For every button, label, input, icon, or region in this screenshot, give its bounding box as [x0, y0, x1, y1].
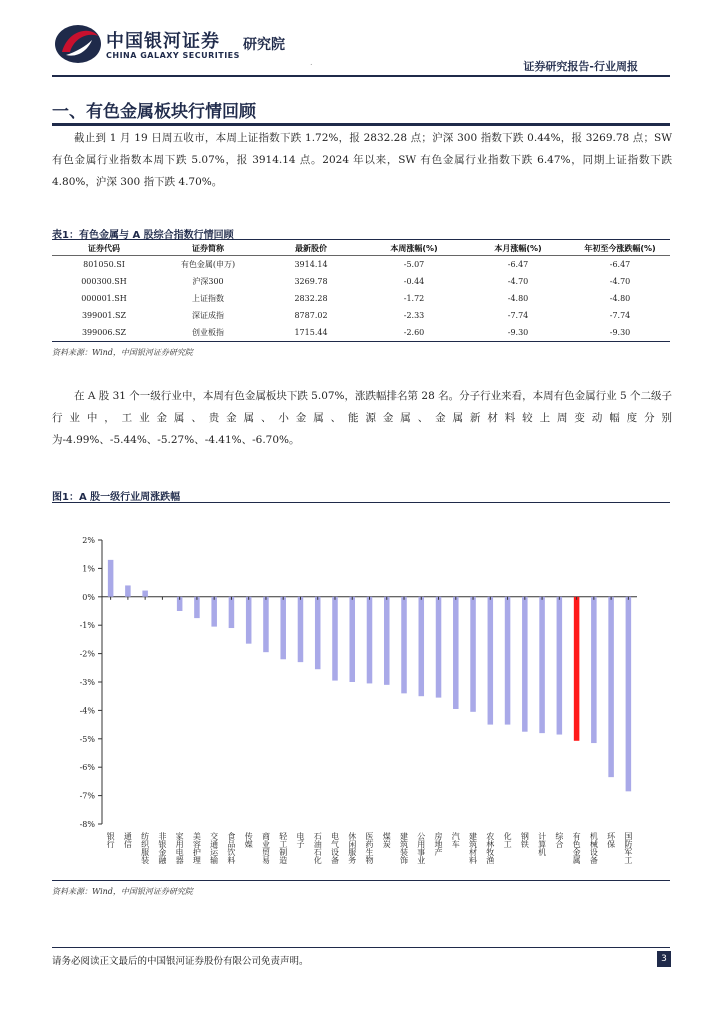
bar-食品饮料 — [229, 597, 235, 628]
logo-chinese-name: 中国银河证券 — [106, 31, 220, 52]
table-cell: -7.74 — [507, 311, 529, 320]
table-title: 表1：有色金属与 A 股综合指数行情回顾 — [52, 230, 234, 241]
report-type-label: 证券研究报告-行业周报 — [523, 60, 638, 73]
footer-divider — [52, 947, 670, 948]
x-tick-label: 电子 — [295, 832, 305, 848]
table-cell: -6.47 — [609, 260, 631, 269]
bar-电子 — [298, 597, 304, 662]
y-tick-label: -1% — [79, 621, 95, 631]
bar-建筑材料 — [470, 597, 476, 712]
y-tick-label: -4% — [79, 706, 95, 716]
bar-房地产 — [436, 597, 442, 698]
table-cell: 创业板指 — [156, 324, 260, 342]
figure-bottom-rule — [52, 880, 670, 881]
x-tick-label: 银行 — [106, 832, 116, 848]
table-cell: 3269.78 — [294, 277, 328, 286]
x-tick-label: 综合 — [554, 832, 564, 848]
table-header-cell: 本周涨幅(%) — [362, 241, 466, 256]
table-cell: 上证指数 — [192, 294, 224, 303]
market-review-paragraph: 截止到 1 月 19 日周五收市，本周上证指数下跌 1.72%，报 2832.28 点；沪深 300 指数下跌 0.44%，报 3269.78 点；SW 有色金属行业指数本周下跌 5.07%，报 3914.14 点。2024 年以来，SW 有色金属行业指数下跌 6.47%，同期上证指数下跌 4.80%，沪深 300 指下跌 4.70%。 — [52, 132, 672, 188]
galaxy-logo-icon — [52, 22, 102, 66]
x-tick-label: 医药生物 — [365, 832, 374, 864]
table-cell: -4.70 — [507, 277, 529, 286]
y-tick-label: -3% — [79, 678, 95, 687]
table-cell: 3914.14 — [294, 260, 328, 269]
x-tick-label: 商业贸易 — [261, 832, 271, 864]
x-tick-label: 环保 — [606, 832, 616, 848]
x-tick-label: 家用电器 — [175, 832, 185, 864]
y-tick-label: 1% — [82, 564, 95, 574]
table-cell: -4.80 — [609, 294, 631, 303]
x-tick-label: 轻工制造 — [278, 832, 288, 864]
table-cell: 2832.28 — [294, 294, 328, 303]
bar-休闲服务 — [349, 597, 355, 682]
y-tick-label: -6% — [79, 763, 95, 773]
x-tick-label: 食品饮料 — [226, 832, 236, 864]
x-tick-label: 电气设备 — [330, 832, 340, 864]
decorative-dot: . — [310, 58, 313, 67]
table-cell: -6.47 — [507, 260, 529, 269]
bar-石油石化 — [315, 597, 321, 669]
table-cell: -9.30 — [466, 324, 570, 342]
x-tick-label: 美容护理 — [192, 832, 202, 864]
x-tick-label: 化工 — [503, 832, 513, 848]
bar-机械设备 — [591, 597, 597, 743]
table-header-row — [52, 241, 670, 256]
table-header-cell: 本月涨幅(%) — [466, 241, 570, 256]
bar-农林牧渔 — [488, 597, 494, 725]
logo-english-name: CHINA GALAXY SECURITIES — [106, 51, 240, 60]
footer-disclaimer: 请务必阅读正文最后的中国银河证券股份有限公司免责声明。 — [52, 956, 309, 967]
bar-美容护理 — [194, 597, 200, 618]
header-divider — [52, 75, 670, 77]
bar-纺织服装 — [142, 591, 148, 597]
table-cell: -7.74 — [609, 311, 631, 320]
table-row — [52, 273, 670, 290]
table-row — [52, 290, 670, 307]
x-tick-label: 非银金融 — [157, 832, 167, 864]
bar-综合 — [557, 597, 563, 735]
table-cell: 000001.SH — [81, 294, 127, 303]
table-row — [52, 256, 670, 274]
x-tick-label: 国防军工 — [623, 832, 633, 864]
x-tick-label: 建筑装饰 — [399, 832, 409, 864]
table-row — [52, 324, 670, 342]
figure-source-note: 资料来源：Wind，中国银河证券研究院 — [52, 887, 193, 896]
y-tick-label: 0% — [82, 592, 95, 602]
x-tick-label: 纺织服装 — [140, 832, 150, 864]
bar-建筑装饰 — [401, 597, 407, 694]
y-tick-label: -2% — [79, 649, 95, 659]
bar-计算机 — [539, 597, 545, 733]
table-cell: -5.07 — [403, 260, 425, 269]
bar-医药生物 — [367, 597, 373, 684]
y-tick-label: -5% — [79, 734, 95, 744]
bar-交通运输 — [211, 597, 217, 627]
bar-公用事业 — [419, 597, 425, 696]
table-cell: 8787.02 — [294, 311, 328, 320]
page-number: 3 — [657, 951, 671, 967]
x-tick-label: 有色金属 — [572, 832, 582, 864]
y-tick-label: 2% — [82, 536, 95, 545]
table-cell: 801050.SI — [83, 260, 125, 269]
x-tick-label: 通信 — [123, 832, 133, 848]
index-quote-table — [52, 241, 670, 342]
table-header-cell: 年初至今涨跌幅(%) — [570, 241, 670, 256]
x-tick-label: 汽车 — [451, 832, 461, 848]
table-header-cell: 证券简称 — [156, 241, 260, 256]
table-top-rule — [52, 239, 670, 240]
bar-商业贸易 — [263, 597, 269, 652]
x-tick-label: 建筑材料 — [468, 832, 478, 864]
y-tick-label: -8% — [79, 820, 95, 829]
x-tick-label: 石油石化 — [313, 832, 323, 864]
x-tick-label: 公用事业 — [416, 832, 426, 864]
x-tick-label: 计算机 — [537, 832, 547, 856]
x-tick-label: 钢铁 — [520, 832, 530, 848]
bar-化工 — [505, 597, 511, 725]
x-tick-label: 机械设备 — [589, 832, 599, 864]
table-cell: -1.72 — [403, 294, 425, 303]
bar-煤炭 — [384, 597, 390, 685]
x-tick-label: 休闲服务 — [347, 832, 357, 864]
bar-汽车 — [453, 597, 459, 709]
x-tick-label: 传媒 — [244, 832, 254, 848]
bar-有色金属 — [574, 597, 580, 741]
table-source-note: 资料来源：Wind，中国银河证券研究院 — [52, 348, 193, 357]
bar-电气设备 — [332, 597, 338, 681]
figure-title: 图1：A 股一级行业周涨跌幅 — [52, 492, 181, 503]
section-title-underline — [52, 123, 670, 126]
bar-钢铁 — [522, 597, 528, 732]
x-tick-label: 农林牧渔 — [485, 832, 495, 864]
y-tick-label: -7% — [79, 791, 95, 801]
bar-轻工制造 — [280, 597, 286, 659]
table-cell: 有色金属(申万) — [180, 260, 236, 269]
x-tick-label: 交通运输 — [209, 832, 219, 864]
table-cell: 沪深300 — [192, 277, 224, 286]
x-tick-label: 煤炭 — [382, 832, 392, 848]
table-cell: 1715.44 — [260, 324, 362, 342]
table-cell: -0.44 — [403, 277, 425, 286]
table-header-cell: 证券代码 — [52, 241, 156, 256]
table-cell: 399006.SZ — [52, 324, 156, 342]
table-cell: 000300.SH — [81, 277, 127, 286]
bar-传媒 — [246, 597, 252, 644]
industry-ranking-paragraph: 在 A 股 31 个一级行业中，本周有色金属板块下跌 5.07%，涨跌幅排名第 28 名。分子行业来看，本周有色金属行业 5 个二级子行业中，工业金属、贵金属、小金属、能源金属、金属新材料较上周变动幅度分别为-4.99%、-5.44%、-5.27%、-4.41%、-6.70%。 — [52, 390, 672, 446]
table-cell: -4.70 — [609, 277, 631, 286]
x-tick-label: 房地产 — [434, 832, 444, 856]
institute-label: 研究院 — [243, 37, 285, 53]
table-cell: -9.30 — [570, 324, 670, 342]
table-cell: -2.60 — [362, 324, 466, 342]
figure-top-rule — [52, 502, 670, 503]
table-cell: 深证成指 — [192, 311, 224, 320]
section-title: 一、有色金属板块行情回顾 — [52, 102, 256, 122]
bar-环保 — [608, 597, 614, 777]
table-row — [52, 307, 670, 324]
table-cell: -2.33 — [403, 311, 425, 320]
bar-国防军工 — [626, 597, 632, 792]
table-cell: 399001.SZ — [81, 311, 127, 320]
table-cell: -4.80 — [507, 294, 529, 303]
industry-weekly-change-chart — [52, 520, 652, 876]
bar-银行 — [108, 560, 114, 597]
table-header-cell: 最新股价 — [260, 241, 362, 256]
bar-通信 — [125, 585, 131, 596]
